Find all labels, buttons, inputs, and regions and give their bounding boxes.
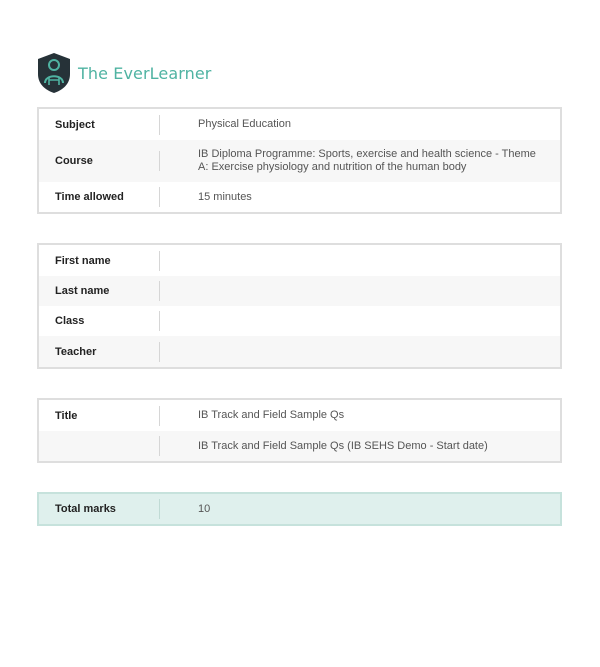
divider (159, 251, 160, 271)
subtitle-row (39, 431, 560, 461)
time-allowed-row (39, 182, 560, 212)
subject-label: Subject (55, 118, 95, 131)
time-allowed-label: Time allowed (55, 191, 124, 203)
divider (159, 151, 160, 171)
subject-row (39, 109, 560, 140)
time-allowed-value: 15 minutes (198, 190, 252, 203)
subtitle-value: IB Track and Field Sample Qs (IB SEHS Demo - Start date) (198, 439, 488, 452)
student-card (37, 243, 562, 369)
details-card (37, 107, 562, 214)
course-row (39, 140, 560, 182)
total-marks-value: 10 (198, 502, 211, 515)
teacher-label: Teacher (55, 345, 97, 358)
last-name-label: Last name (55, 285, 110, 297)
last-name-row (39, 276, 560, 306)
divider (159, 115, 160, 135)
first-name-row (39, 245, 560, 276)
divider (159, 187, 160, 207)
total-marks-row (39, 494, 560, 524)
assessment-card (37, 398, 562, 463)
divider (159, 406, 160, 426)
divider (159, 311, 160, 331)
class-label: Class (55, 315, 85, 327)
total-marks-label: Total marks (55, 503, 116, 515)
brand-name: The EverLearner (78, 63, 212, 83)
course-value: IB Diploma Programme: Sports, exercise and health science - Theme A: Exercise physiology and nutrition of the human body (198, 148, 536, 173)
total-marks-card (37, 492, 562, 526)
title-row (39, 400, 560, 431)
title-label: Title (55, 409, 78, 422)
divider (159, 436, 160, 456)
title-value: IB Track and Field Sample Qs (198, 409, 345, 421)
teacher-row (39, 336, 560, 367)
divider (159, 499, 160, 519)
class-row (39, 306, 560, 336)
course-label: Course (55, 155, 93, 167)
divider (159, 342, 160, 362)
subject-value: Physical Education (198, 118, 291, 130)
first-name-label: First name (55, 254, 111, 267)
shield-person-icon (37, 52, 71, 94)
divider (159, 281, 160, 301)
header (37, 51, 211, 95)
